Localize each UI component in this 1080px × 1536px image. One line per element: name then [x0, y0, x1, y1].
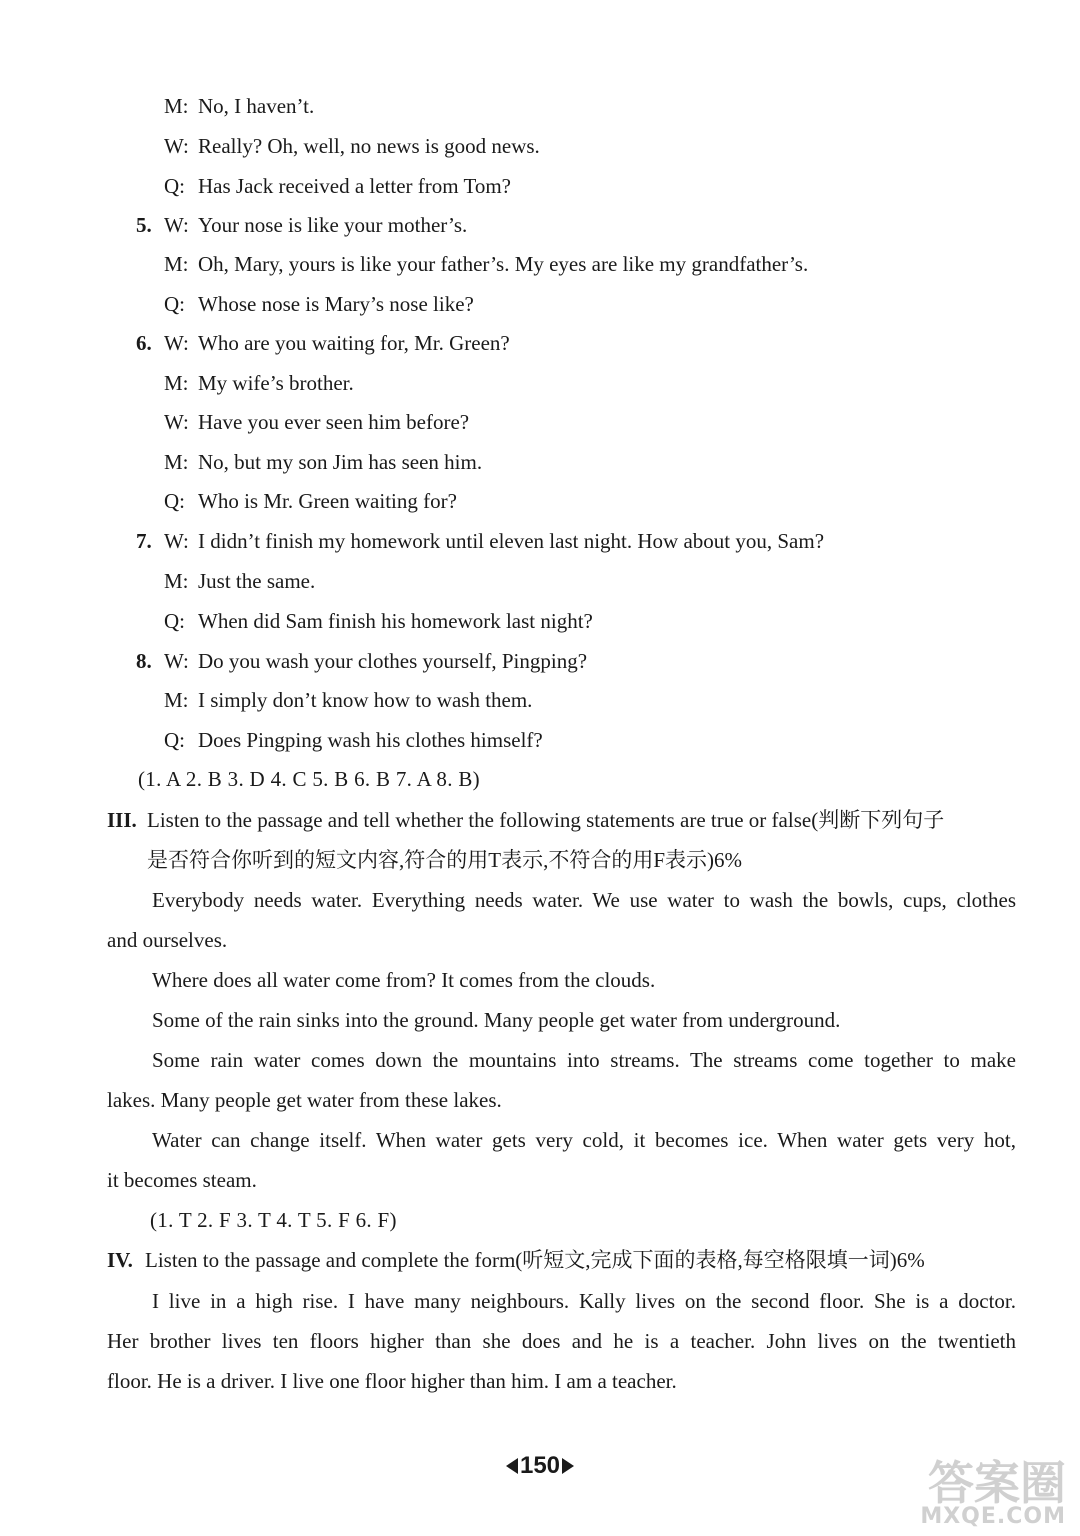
- dialogue-line: [164, 567, 315, 595]
- speaker-label: M:: [164, 371, 189, 395]
- dialogue-line: [164, 132, 540, 160]
- watermark-logo-domain: MXQE.COM: [920, 1504, 1066, 1529]
- watermark-logo-glyphs: 答案圈: [928, 1456, 1066, 1510]
- dialogue-line: [164, 448, 482, 476]
- dialogue-text: No, I haven’t.: [198, 94, 315, 118]
- dialogue-line: [164, 607, 593, 635]
- dialogue-line: [164, 172, 511, 200]
- speaker-label: W:: [164, 649, 189, 673]
- dialogue-line: [136, 527, 824, 555]
- dialogue-text: No, but my son Jim has seen him.: [198, 450, 483, 474]
- paragraph-line: Some rain water comes down the mountains into streams. The streams come together to make: [152, 1048, 1016, 1072]
- speaker-label: W:: [164, 410, 189, 434]
- dialogue-text: Really? Oh, well, no news is good news.: [198, 134, 540, 158]
- dialogue-text: Do you wash your clothes yourself, Pingping?: [198, 649, 588, 673]
- answer-key: (1. A 2. B 3. D 4. C 5. B 6. B 7. A 8. B): [138, 767, 480, 791]
- paragraph-line: Everybody needs water. Everything needs water. We use water to wash the bowls, cups, clothes: [152, 888, 1016, 912]
- paragraph-line: Her brother lives ten floors higher than she does and he is a teacher. John lives on the twentieth: [107, 1329, 1016, 1353]
- section-number: III.: [107, 808, 137, 832]
- right-arrow-icon: [562, 1458, 574, 1474]
- speaker-label: M:: [164, 688, 189, 712]
- dialogue-line: [136, 329, 510, 357]
- speaker-label: W:: [164, 529, 189, 553]
- section-title: Listen to the passage and complete the form(听短文,完成下面的表格,每空格限填一词)6%: [145, 1248, 925, 1272]
- dialogue-text: Does Pingping wash his clothes himself?: [198, 728, 543, 752]
- section-title: Listen to the passage and tell whether the following statements are true or false(判断下列句子: [147, 808, 945, 832]
- item-number: 5.: [136, 213, 152, 237]
- dialogue-text: Have you ever seen him before?: [198, 410, 470, 434]
- speaker-label: Q:: [164, 292, 185, 316]
- paragraph-line: lakes. Many people get water from these lakes.: [107, 1088, 502, 1112]
- left-arrow-icon: [506, 1458, 518, 1474]
- page-number-text: 150: [519, 1452, 561, 1479]
- section-heading: [107, 806, 944, 834]
- dialogue-line: [164, 290, 474, 318]
- dialogue-line: [136, 647, 587, 675]
- speaker-label: W:: [164, 213, 189, 237]
- dialogue-text: Your nose is like your mother’s.: [198, 213, 468, 237]
- speaker-label: W:: [164, 331, 189, 355]
- dialogue-text: Who are you waiting for, Mr. Green?: [198, 331, 510, 355]
- dialogue-text: I simply don’t know how to wash them.: [198, 688, 533, 712]
- paragraph-line: I live in a high rise. I have many neighbours. Kally lives on the second floor. She is a doctor.: [152, 1289, 1016, 1313]
- section-heading: [107, 1246, 925, 1274]
- paragraph-line: floor. He is a driver. I live one floor higher than him. I am a teacher.: [107, 1369, 677, 1393]
- dialogue-line: [164, 408, 469, 436]
- speaker-label: W:: [164, 134, 189, 158]
- speaker-label: Q:: [164, 174, 185, 198]
- paragraph-line: Water can change itself. When water gets very cold, it becomes ice. When water gets very hot,: [152, 1128, 1016, 1152]
- dialogue-text: My wife’s brother.: [198, 371, 354, 395]
- dialogue-line: [164, 726, 543, 754]
- dialogue-text: Whose nose is Mary’s nose like?: [198, 292, 474, 316]
- dialogue-text: Just the same.: [198, 569, 316, 593]
- paragraph-line: it becomes steam.: [107, 1168, 257, 1192]
- watermark-text: [920, 1456, 1066, 1529]
- speaker-label: M:: [164, 569, 189, 593]
- dialogue-line: [164, 92, 314, 120]
- dialogue-line: [136, 211, 467, 239]
- section-number: IV.: [107, 1248, 133, 1272]
- dialogue-text: When did Sam finish his homework last night?: [198, 609, 593, 633]
- dialogue-line: [164, 487, 457, 515]
- item-number: 7.: [136, 529, 152, 553]
- dialogue-line: [164, 369, 354, 397]
- paragraph-line: and ourselves.: [107, 928, 228, 952]
- speaker-label: M:: [164, 252, 189, 276]
- section-title-continued: 是否符合你听到的短文内容,符合的用T表示,不符合的用F表示)6%: [147, 848, 742, 872]
- dialogue-text: I didn’t finish my homework until eleven last night. How about you, Sam?: [198, 529, 825, 553]
- dialogue-line: [164, 686, 532, 714]
- dialogue-text: Has Jack received a letter from Tom?: [198, 174, 512, 198]
- speaker-label: M:: [164, 94, 189, 118]
- paragraph-line: Some of the rain sinks into the ground. Many people get water from underground.: [152, 1008, 841, 1032]
- answer-key: (1. T 2. F 3. T 4. T 5. F 6. F): [150, 1208, 397, 1232]
- speaker-label: Q:: [164, 609, 185, 633]
- page-number: [0, 1452, 1080, 1480]
- item-number: 8.: [136, 649, 152, 673]
- dialogue-line: [164, 250, 808, 278]
- item-number: 6.: [136, 331, 152, 355]
- speaker-label: M:: [164, 450, 189, 474]
- speaker-label: Q:: [164, 489, 185, 513]
- paragraph-line: Where does all water come from? It comes from the clouds.: [152, 968, 656, 992]
- dialogue-text: Oh, Mary, yours is like your father’s. My eyes are like my grandfather’s.: [198, 252, 809, 276]
- dialogue-text: Who is Mr. Green waiting for?: [198, 489, 457, 513]
- speaker-label: Q:: [164, 728, 185, 752]
- watermark-logo: [920, 1456, 1066, 1529]
